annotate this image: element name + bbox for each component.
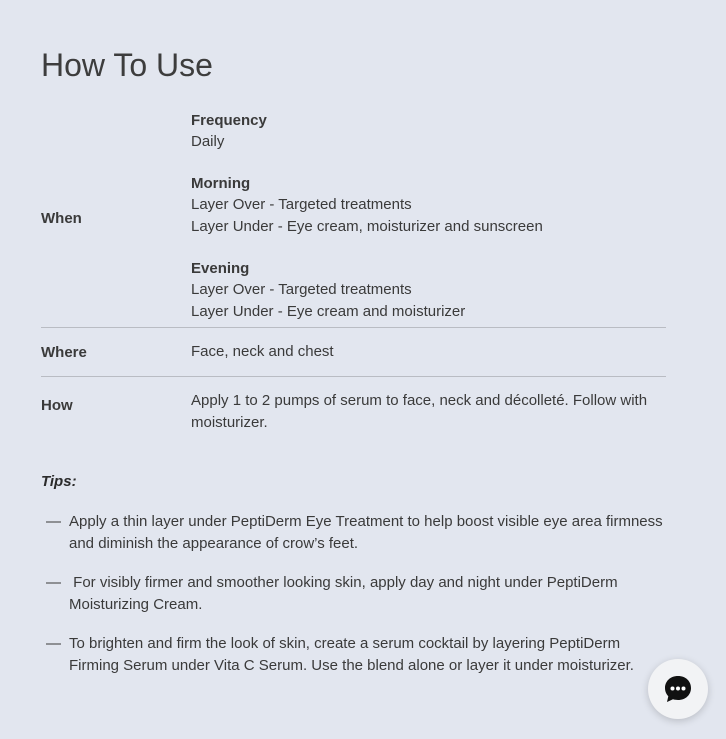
tip-dash: — <box>46 574 61 591</box>
how-row <box>41 377 666 434</box>
where-label: Where <box>41 343 87 361</box>
how-value: Apply 1 to 2 pumps of serum to face, neck and décolleté. Follow with moisturizer. <box>191 392 648 431</box>
how-label: How <box>41 397 73 414</box>
evening-block <box>191 259 666 323</box>
tip-dash: — <box>46 513 61 530</box>
evening-heading: Evening <box>191 260 250 277</box>
page-title: How To Use <box>41 47 213 83</box>
morning-layer-under: Layer Under - Eye cream, moisturizer and sunscreen <box>191 218 543 235</box>
frequency-value: Daily <box>191 133 225 150</box>
tip-item <box>46 572 666 616</box>
morning-block <box>191 174 666 238</box>
when-content <box>191 110 666 327</box>
chat-bubble-icon <box>661 672 695 706</box>
tip-text: To brighten and firm the look of skin, create a serum cocktail by layering PeptiDerm Firming Serum under Vita C Serum. Use the blend alone or layer it under moisturizer. <box>69 635 634 674</box>
chat-button[interactable] <box>648 659 708 719</box>
tips-list <box>46 511 666 694</box>
when-row <box>41 110 666 328</box>
tip-text: Apply a thin layer under PeptiDerm Eye Treatment to help boost visible eye area firmness and diminish the appearance of crow’s feet. <box>69 513 663 552</box>
evening-layer-under: Layer Under - Eye cream and moisturizer <box>191 303 466 320</box>
tip-item <box>46 633 666 677</box>
morning-layer-over: Layer Over - Targeted treatments <box>191 196 412 213</box>
usage-table <box>41 110 666 434</box>
where-row <box>41 328 666 377</box>
tip-item <box>46 511 666 555</box>
frequency-block <box>191 111 666 153</box>
when-label: When <box>41 210 82 227</box>
tip-dash: — <box>46 635 61 652</box>
where-value: Face, neck and chest <box>191 343 334 360</box>
morning-heading: Morning <box>191 175 251 192</box>
frequency-heading: Frequency <box>191 112 267 129</box>
tip-text: For visibly firmer and smoother looking skin, apply day and night under PeptiDerm Moisturizing Cream. <box>69 574 622 613</box>
tips-title: Tips: <box>41 473 77 490</box>
evening-layer-over: Layer Over - Targeted treatments <box>191 281 412 298</box>
